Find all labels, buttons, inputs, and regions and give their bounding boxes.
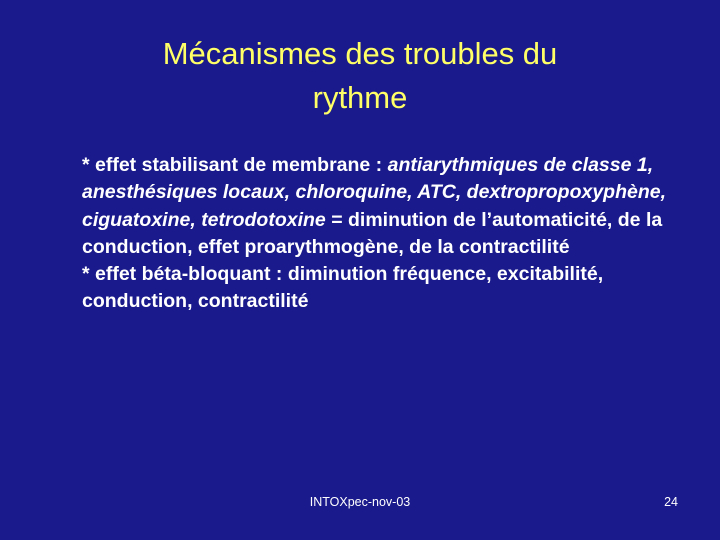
bullet-membrane-lead: * effet stabilisant de membrane : <box>82 154 388 176</box>
page-number: 24 <box>664 495 678 509</box>
bullet-beta-blocking: * effet béta-bloquant : diminution fréquence, excitabilité, conduction, contractilité <box>82 263 604 313</box>
bullet-membrane-stabilizing <box>82 152 682 261</box>
bullet-membrane-effects: = diminution de l’automaticité, de la conduction, effet proarythmogène, de la contractilité <box>82 208 663 258</box>
slide-title <box>60 32 660 120</box>
slide-body <box>82 152 682 316</box>
footer-text: INTOXpec-nov-03 <box>309 495 411 509</box>
slide-title-line-2: rythme <box>312 80 408 115</box>
bullet-membrane-drugs: antiarythmiques de classe 1, anesthésiques locaux, chloroquine, ATC, dextropropoxyphène, ciguatoxine, tetrodotoxine <box>82 154 667 231</box>
slide-title-line-1: Mécanismes des troubles du <box>162 36 558 71</box>
